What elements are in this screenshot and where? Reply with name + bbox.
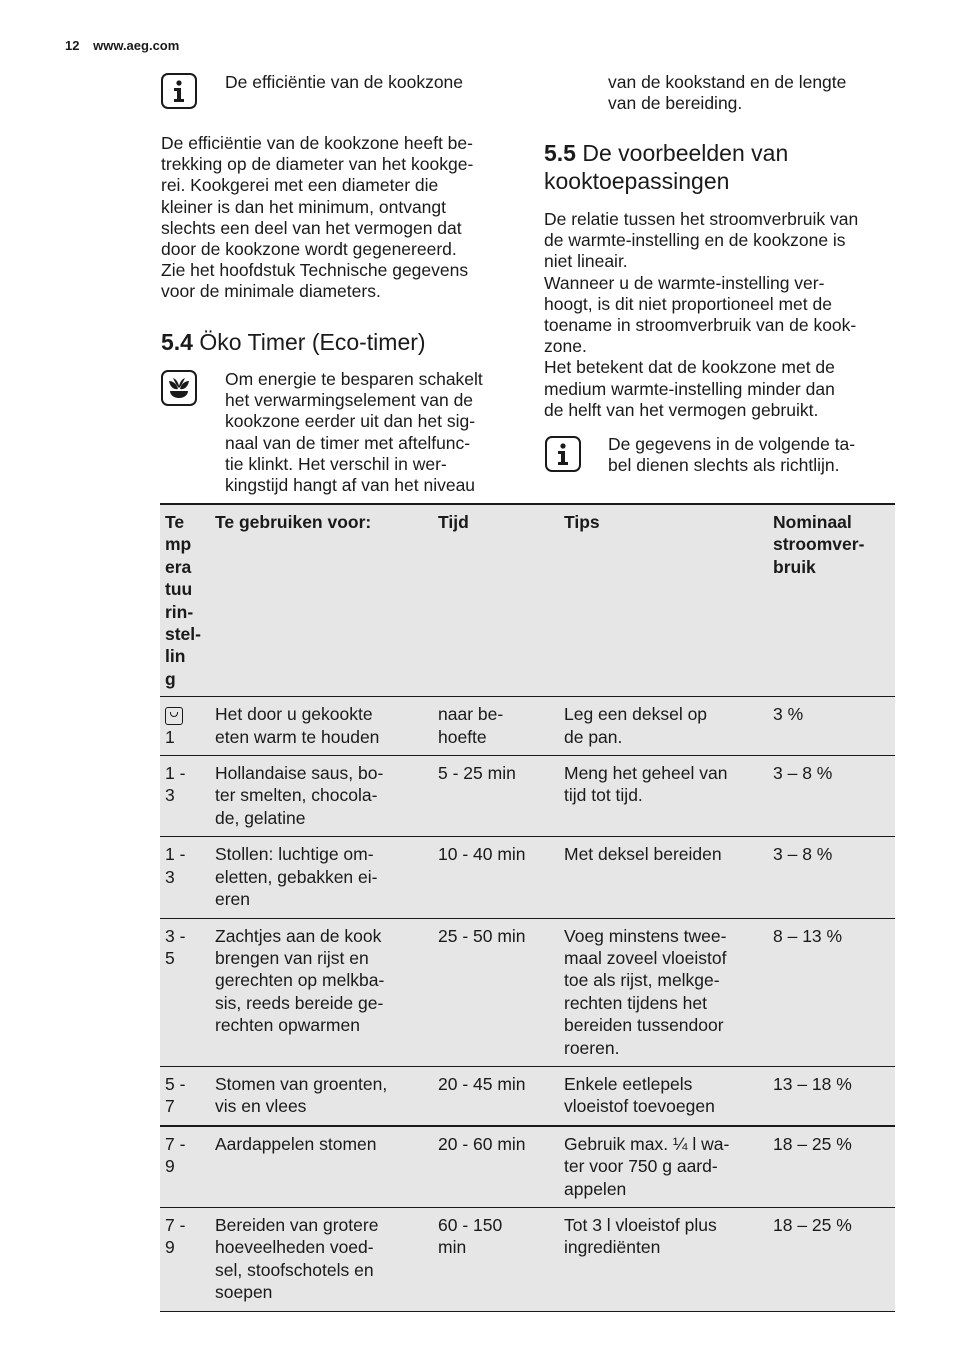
header-line: Te: [165, 512, 185, 532]
header-setting: [160, 504, 210, 697]
cell-line: 18 – 25 %: [773, 1214, 852, 1235]
tips-cell: [559, 756, 768, 837]
cell-line: 3 -: [165, 925, 186, 946]
tips-cell: [559, 1126, 768, 1208]
text-line: trekking op de diameter van het kookge-: [161, 154, 474, 175]
tips-cell: [559, 697, 768, 756]
header-line: tuu: [165, 579, 193, 600]
time-cell: [433, 1207, 559, 1311]
cell-line: 7: [165, 1096, 175, 1117]
setting-cell: [160, 918, 210, 1066]
keep-warm-icon: [165, 707, 183, 725]
header-line: g: [165, 668, 176, 689]
cell-line: eletten, gebakken ei-: [215, 866, 378, 887]
header-line: rin-: [165, 601, 194, 622]
cell-line: 9: [165, 1156, 175, 1177]
use-cell: [210, 1126, 433, 1208]
use-cell: [210, 756, 433, 837]
info-icon: [545, 436, 581, 472]
time-cell: [433, 918, 559, 1066]
time-cell: [433, 1066, 559, 1125]
cell-line: Hollandaise saus, bo-: [215, 763, 384, 784]
header-line: bruik: [773, 556, 816, 577]
cell-line: Het door u gekookte: [215, 704, 373, 725]
cell-line: ter voor 750 g aard-: [564, 1156, 718, 1177]
header-time: Tijd: [433, 504, 559, 697]
use-cell: [210, 697, 433, 756]
cell-line: Stollen: luchtige om-: [215, 844, 374, 865]
cell-line: hoeveelheden voed-: [215, 1237, 374, 1258]
cell-line: Tot 3 l vloeistof plus: [564, 1214, 717, 1235]
cell-line: tijd tot tijd.: [564, 785, 643, 806]
cell-line: 5 -: [165, 1073, 186, 1094]
time-cell: [433, 697, 559, 756]
section-title-line: De voorbeelden van: [582, 140, 789, 166]
text-line: kookzone eerder uit dan het sig-: [225, 411, 476, 432]
table-row: [160, 837, 895, 918]
table-row: [160, 697, 895, 756]
eco-paragraph-continued: [608, 72, 846, 114]
cell-line: Stomen van groenten,: [215, 1073, 388, 1094]
setting-cell: [160, 1207, 210, 1311]
setting-cell: [160, 1126, 210, 1208]
table-row: [160, 1126, 895, 1208]
power-cell: [768, 697, 895, 756]
tips-cell: [559, 837, 768, 918]
text-line: Wanneer u de warmte-instelling ver-: [544, 272, 825, 293]
cell-line: 3 %: [773, 704, 804, 725]
text-line: niet lineair.: [544, 251, 628, 272]
time-cell: [433, 837, 559, 918]
power-cell: [768, 918, 895, 1066]
cell-line: 7 -: [165, 1133, 186, 1154]
setting-cell: [160, 1066, 210, 1125]
cell-line: Enkele eetlepels: [564, 1073, 693, 1094]
cell-line: appelen: [564, 1178, 627, 1199]
cell-line: 3 – 8 %: [773, 844, 833, 865]
cell-line: Bereiden van grotere: [215, 1214, 379, 1235]
header-line: Nominaal: [773, 512, 852, 532]
section-title-line: kooktoepassingen: [544, 168, 730, 194]
cell-line: 20 - 60 min: [438, 1133, 526, 1154]
table-row: [160, 756, 895, 837]
power-cell: [768, 756, 895, 837]
text-line: de helft van het vermogen gebruikt.: [544, 399, 819, 420]
cell-line: 3 – 8 %: [773, 763, 833, 784]
cell-line: Leg een deksel op: [564, 704, 708, 725]
website: www.aeg.com: [93, 38, 180, 53]
cell-line: sis, reeds bereide ge-: [215, 992, 384, 1013]
setting-cell: [160, 697, 210, 756]
section-title: Öko Timer (Eco-timer): [199, 329, 426, 355]
info1-title: De efficiëntie van de kookzone: [225, 72, 464, 92]
tips-cell: [559, 1207, 768, 1311]
cell-line: 1 -: [165, 763, 186, 784]
cell-line: 20 - 45 min: [438, 1073, 526, 1094]
cell-line: brengen van rijst en: [215, 947, 369, 968]
cell-line: 8 – 13 %: [773, 925, 843, 946]
section-number: 5.5: [544, 140, 576, 166]
text-line: kleiner is dan het minimum, ontvangt: [161, 196, 446, 217]
text-line: tie klinkt. Het verschil in wer-: [225, 453, 447, 474]
cell-line: Gebruik max. ¼ l wa-: [564, 1133, 730, 1154]
cell-line: hoefte: [438, 726, 487, 747]
page-header: [65, 38, 179, 53]
header-power: [768, 504, 895, 697]
text-line: medium warmte-instelling minder dan: [544, 378, 835, 399]
tips-cell: [559, 918, 768, 1066]
cell-line: Meng het geheel van: [564, 763, 728, 784]
header-line: stroomver-: [773, 534, 865, 555]
text-line: voor de minimale diameters.: [161, 281, 381, 302]
cell-line: vis en vlees: [215, 1096, 307, 1117]
table-row: [160, 1066, 895, 1125]
text-line: de warmte-instelling en de kookzone is: [544, 230, 846, 251]
text-line: Zie het hoofdstuk Technische gegevens: [161, 260, 469, 281]
cell-line: de pan.: [564, 726, 623, 747]
table-row: [160, 918, 895, 1066]
text-line: van de bereiding.: [608, 93, 743, 114]
cell-line: maal zoveel vloeistof: [564, 947, 727, 968]
text-line: naal van de timer met aftelfunc-: [225, 432, 471, 453]
cell-line: Voeg minstens twee-: [564, 925, 727, 946]
cell-line: sel, stoofschotels en: [215, 1259, 374, 1280]
table-row: [160, 1207, 895, 1311]
text-line: Om energie te besparen schakelt: [225, 369, 483, 389]
cell-line: toe als rijst, melkge-: [564, 970, 720, 991]
text-line: door de kookzone wordt gegenereerd.: [161, 239, 457, 260]
cell-line: 10 - 40 min: [438, 844, 526, 865]
eco-paragraph: [225, 369, 483, 496]
header-tips: Tips: [559, 504, 768, 697]
cell-line: gerechten op melkba-: [215, 970, 385, 991]
cell-line: rechten tijdens het: [564, 992, 708, 1013]
use-cell: [210, 1066, 433, 1125]
time-cell: [433, 1126, 559, 1208]
text-line: kingstijd hangt af van het niveau: [225, 475, 476, 496]
power-cell: [768, 837, 895, 918]
cell-line: 9: [165, 1237, 175, 1258]
section-number: 5.4: [161, 329, 193, 355]
cell-line: soepen: [215, 1282, 273, 1303]
cell-line: bereiden tussendoor: [564, 1015, 724, 1036]
cell-line: Met deksel bereiden: [564, 844, 722, 865]
header-line: mp: [165, 534, 192, 555]
cell-line: vloeistof toevoegen: [564, 1096, 715, 1117]
text-line: De efficiëntie van de kookzone heeft be-: [161, 133, 473, 153]
use-cell: [210, 1207, 433, 1311]
text-line: van de kookstand en de lengte: [608, 72, 847, 92]
cell-line: 1 -: [165, 844, 186, 865]
cell-line: ingrediënten: [564, 1237, 661, 1258]
time-cell: [433, 756, 559, 837]
cell-line: rechten opwarmen: [215, 1015, 360, 1036]
info-icon: [161, 73, 197, 109]
header-line: stel-: [165, 624, 201, 645]
cell-line: 60 - 150: [438, 1214, 503, 1235]
text-line: rei. Kookgerei met een diameter die: [161, 175, 439, 196]
header-line: era: [165, 556, 192, 577]
power-cell: [768, 1126, 895, 1208]
cell-line: 5 - 25 min: [438, 763, 516, 784]
cell-line: Zachtjes aan de kook: [215, 925, 382, 946]
tips-cell: [559, 1066, 768, 1125]
relation-paragraph: [544, 209, 858, 421]
text-line: Het betekent dat de kookzone met de: [544, 357, 835, 378]
text-line: bel dienen slechts als richtlijn.: [608, 455, 840, 476]
cell-line: 3: [165, 866, 175, 887]
text-line: toename in stroomverbruik van de kook-: [544, 315, 857, 336]
cell-line: eten warm te houden: [215, 726, 380, 747]
header-line: lin: [165, 646, 186, 667]
cell-line: ter smelten, chocola-: [215, 785, 378, 806]
cooking-table: [160, 503, 895, 1312]
use-cell: [210, 837, 433, 918]
cell-line: 3: [165, 785, 175, 806]
efficiency-paragraph: [161, 133, 473, 303]
text-line: het verwarmingselement van de: [225, 390, 474, 411]
text-line: hoogt, is dit niet proportioneel met de: [544, 293, 832, 314]
text-line: zone.: [544, 336, 587, 357]
text-line: De gegevens in de volgende ta-: [608, 434, 856, 454]
setting-cell: [160, 756, 210, 837]
cell-line: 25 - 50 min: [438, 925, 526, 946]
setting-cell: [160, 837, 210, 918]
cell-line: 5: [165, 947, 175, 968]
section-5-5-heading: [544, 139, 788, 195]
cell-line: roeren.: [564, 1037, 620, 1058]
page-number: 12: [65, 38, 80, 53]
cell-line: de, gelatine: [215, 807, 306, 828]
power-cell: [768, 1207, 895, 1311]
eco-icon: [161, 370, 197, 406]
header-use: Te gebruiken voor:: [210, 504, 433, 697]
use-cell: [210, 918, 433, 1066]
cell-line: Aardappelen stomen: [215, 1133, 377, 1154]
cell-line: 18 – 25 %: [773, 1133, 852, 1154]
cell-line: 7 -: [165, 1214, 186, 1235]
cell-line: 13 – 18 %: [773, 1073, 852, 1094]
text-line: De relatie tussen het stroomverbruik van: [544, 209, 859, 229]
cell-line: min: [438, 1237, 467, 1258]
power-cell: [768, 1066, 895, 1125]
info2-paragraph: [608, 434, 855, 476]
text-line: slechts een deel van het vermogen dat: [161, 217, 462, 238]
section-5-4-heading: [161, 328, 426, 356]
cell-line: eren: [215, 889, 251, 910]
cell-line: 1: [165, 726, 175, 747]
cell-line: naar be-: [438, 704, 504, 725]
